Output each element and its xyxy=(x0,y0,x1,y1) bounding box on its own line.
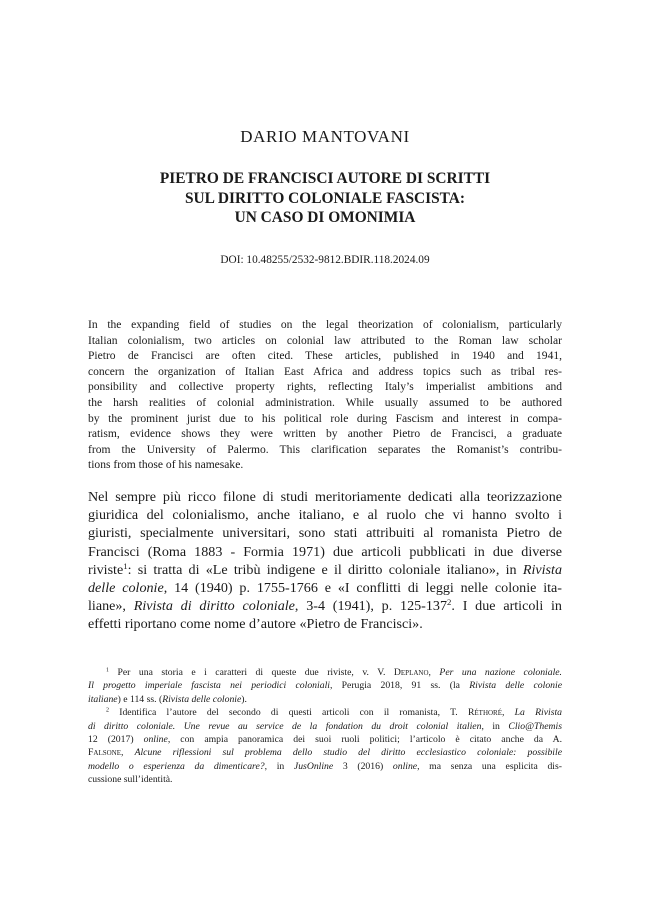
footnote-number: 1 xyxy=(106,667,109,674)
title-line: UN CASO DI OMONIMIA xyxy=(234,209,416,226)
footnote-2-line: 12 (2017) online, con ampia panoramica dei suoi ruoli politici; l’articolo è citato anche da A. xyxy=(88,734,562,746)
body-line: riviste$^1$: si tratta di «Le tribù indigene e il diritto coloniale italiano», in Rivista xyxy=(88,561,562,578)
abstract-line: Pietro de Francisci are often cited. These articles, published in 1940 and 1941, xyxy=(88,350,562,363)
body-line: giuridica del colonialismo, anche italiano, e al ruolo che vi hanno svolto i xyxy=(88,507,562,524)
abstract-line: from the University of Palermo. This clarification separates the Romanist’s contribu- xyxy=(88,443,562,456)
body-paragraph xyxy=(88,488,562,634)
abstract-line: In the expanding field of studies on the legal theorization of colonialism, particularly xyxy=(88,319,562,331)
footnote-1-line: italiane) e 114 ss. (Rivista delle colonie). xyxy=(88,693,247,705)
abstract-line: concern the organization of Italian East Africa and address topics such as tribal res- xyxy=(88,365,562,378)
body-line: Nel sempre più ricco filone di studi meritoriamente dedicati alla teorizzazione xyxy=(88,489,562,505)
footnote-2-line: modello o esperienza da dimenticare?, in JusOnline 3 (2016) online, ma senza una esplicita dis- xyxy=(88,760,562,772)
footnote-number: 2 xyxy=(106,707,109,714)
abstract-line: Italian colonialism, two articles on colonial law attributed to the Roman law scholar xyxy=(88,334,562,347)
abstract-line: ratism, evidence shows they were written by another Pietro de Francisci, a graduate xyxy=(88,428,562,441)
abstract-line: the harsh realities of colonial administration. While usually assumed to be authored xyxy=(88,396,562,409)
body-line: liane», Rivista di diritto coloniale, 3-4 (1941), p. $125-137^2$. I due articoli in xyxy=(88,597,562,615)
body-line: delle colonie, 14 (1940) p. 1755-1766 e «I conflitti di leggi nelle colonie ita- xyxy=(88,580,562,597)
footnote-ref-1[interactable]: 1 xyxy=(123,561,128,572)
doi-identifier: DOI: 10.48255/2532-9812.BDIR.118.2024.09 xyxy=(220,254,430,266)
title-line: PIETRO DE FRANCISCI AUTORE DI SCRITTI xyxy=(159,170,491,187)
body-line: giuristi, specialmente universitari, sono stati attribuiti al romanista Pietro de xyxy=(88,525,562,542)
footnote-2-line: $^2$ Identifica l’autore del secondo di questi articoli con il romanista, T. Réthoré, La Rivista xyxy=(106,707,563,719)
body-line: effetti riportano come nome d’autore «Pietro de Francisci». xyxy=(88,616,423,633)
abstract-line: tions from those of his namesake. xyxy=(88,459,244,472)
article-title xyxy=(95,169,555,228)
footnote-1-line: Il progetto imperiale fascista nei periodici coloniali, Perugia 2018, 91 ss. (la Rivista delle colonie xyxy=(88,680,562,692)
footnote-2-line: di diritto coloniale. Une revue au service de la fondation du droit colonial italien, in Clio@Themis xyxy=(88,720,562,732)
author-name: DARIO MANTOVANI xyxy=(240,127,410,146)
footnote-1-line: $^1$ Per una storia e i caratteri di queste due riviste, v. V. Deplano, Per una nazione coloniale. xyxy=(106,667,562,678)
title-line: SUL DIRITTO COLONIALE FASCISTA: xyxy=(184,189,466,207)
footnote-2-line: cussione sull’identità. xyxy=(88,774,173,786)
footnotes xyxy=(88,666,562,787)
abstract-line: by the prominent jurist due to his political role during Fascism and interest in compa- xyxy=(88,412,562,425)
footnote-2-line: Falsone, Alcune riflessioni sul problema dello studio del diritto ecclesiastico coloniale: possibile xyxy=(88,747,562,759)
footnote-ref-2[interactable]: 2 xyxy=(447,597,452,608)
abstract xyxy=(88,318,562,474)
body-line: Francisci (Roma 1883 - Formia 1971) due articoli pubblicati in due diverse xyxy=(88,543,562,560)
abstract-line: ponsibility and collective property rights, reflecting Italy’s imperialist ambitions and xyxy=(88,381,562,394)
